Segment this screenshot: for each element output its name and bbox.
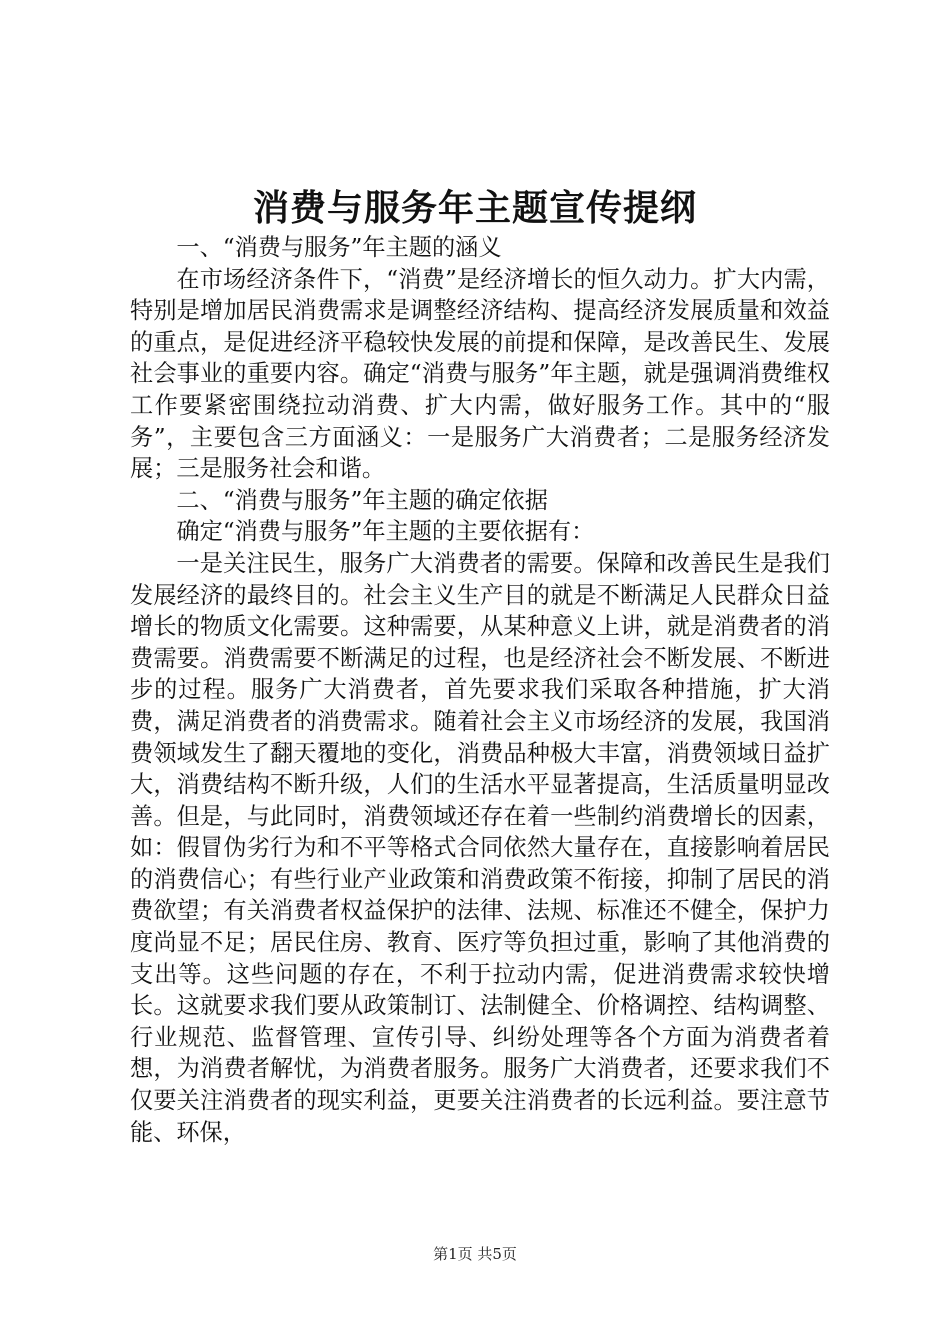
paragraph-3: 一是关注民生，服务广大消费者的需要。保障和改善民生是我们发展经济的最终目的。社会主义生产目的就是不断满足人民群众日益增长的物质文化需要。这种需要，从某种意义上讲，就是消费者的消费需要。消费需要不断满足的过程，也是经济社会不断发展、不断进步的过程。服务广大消费者，首先要求我们采取各种措施，扩大消费，满足消费者的消费需求。随着社会主义市场经济的发展，我国消费领域发生了翻天覆地的变化，消费品种极大丰富，消费领域日益扩大，消费结构不断升级，人们的生活水平显著提高，生活质量明显改善。但是，与此同时，消费领域还存在着一些制约消费增长的因素，如：假冒伪劣行为和不平等格式合同依然大量存在，直接影响着居民的消费信心；有些行业产业政策和消费政策不衔接，抑制了居民的消费欲望；有关消费者权益保护的法律、法规、标准还不健全，保护力度尚显不足；居民住房、教育、医疗等负担过重，影响了其他消费的支出等。这些问题的存在，不利于拉动内需，促进消费需求较快增长。这就要求我们要从政策制订、法制健全、价格调控、结构调整、行业规范、监督管理、宣传引导、纠纷处理等各个方面为消费者着想，为消费者解忧，为消费者服务。服务广大消费者，还要求我们不仅要关注消费者的现实利益，更要关注消费者的长远利益。要注意节能、环保，: [130, 549, 830, 1146]
section-heading-1: 一、“消费与服务”年主题的涵义: [176, 234, 502, 261]
page-footer: 第1页 共5页: [433, 1245, 517, 1263]
document-title: 消费与服务年主题宣传提纲: [252, 187, 697, 229]
paragraph-2: 确定“消费与服务”年主题的主要依据有：: [176, 518, 595, 546]
paragraph-1: 在市场经济条件下，“消费”是经济增长的恒久动力。扩大内需，特别是增加居民消费需求是调整经济结构、提高经济发展质量和效益的重点，是促进经济平稳较快发展的前提和保障，是改善民生、发展社会事业的重要内容。确定“消费与服务”年主题，就是强调消费维权工作要紧密围绕拉动消费、扩大内需，做好服务工作。其中的“服务”，主要包含三方面涵义：一是服务广大消费者；二是服务经济发展；三是服务社会和谐。: [130, 265, 830, 483]
section-heading-2: 二、“消费与服务”年主题的确定依据: [176, 486, 548, 514]
document-body: [130, 232, 830, 1148]
